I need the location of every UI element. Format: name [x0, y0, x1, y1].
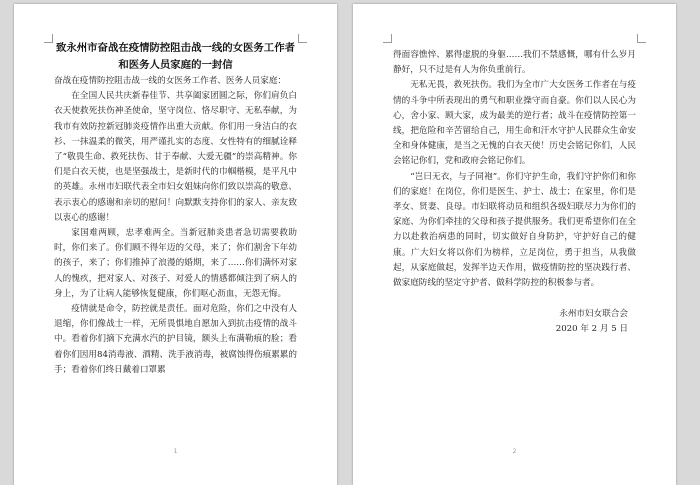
letter-title — [54, 40, 297, 74]
salutation: 奋战在疫情防控阻击战一线的女医务工作者、医务人员家庭： — [54, 76, 287, 86]
title-line-1: 致永州市奋战在疫情防控阻击战一线的女医务工作者 — [56, 42, 295, 54]
signature-date: 2020 年 2 月 5 日 — [555, 324, 628, 335]
paragraph: “岂曰无衣，与子同袍”。你们守护生命，我们守护你们和你们的家庭！在岗位，你们是医生、护士、战士；在家里，你们是孝女、贤妻、良母。市妇联将动员和组织各级妇联尽力为你们的家庭、为你们牵挂的父母和孩子提供服务。我们更希望你们在全力以赴救治病患的同时，切实做好自身防护，守护好自己的健康。广大妇女将以你们为榜样，立足岗位，勇于担当，从我做起，从家庭做起，发挥半边天作用，做疫情防控的坚决践行者、做家庭防线的坚定守护者、做科学防控的积极参与者。 — [393, 171, 636, 289]
document-page-1 — [14, 4, 337, 485]
paragraph: 得面容憔悴、累得虚脱的身躯……我们不禁感慨，哪有什么岁月静好，只不过是有人为你负重前行。 — [393, 50, 636, 76]
paragraph: 无私无畏，救死扶伤。我们为全市广大女医务工作者在与疫情的斗争中所表现出的勇气和职业操守而自豪。你们以人民心为心，舍小家、顾大家，成为最美的逆行者；战斗在疫情防控第一线，把危险和辛苦留给自己，用生命和汗水守护人民群众生命安全和身体健康，是当之无愧的白衣天使！历史会铭记你们，人民会铭记你们，党和政府会铭记你们。 — [393, 80, 636, 167]
document-page-2 — [353, 4, 676, 485]
margin-corner-mark — [44, 34, 53, 43]
paragraph: 在全国人民共庆新春佳节、共享阖家团圆之际，你们肩负白衣天使救死扶伤神圣使命，坚守岗位、恪尽职守、无私奉献，为我市有效防控新冠肺炎疫情作出重大贡献。你们用一身洁白的衣衫、一抹温柔的微笑，用严谨扎实的态度、女性特有的细腻诠释了“敬畏生命、救死扶伤、甘于奉献、大爱无疆”的崇高精神。你们是白衣天使，也是坚强战士，是新时代的巾帼楷模，是平凡中的英雄。永州市妇联代表全市妇女姐妹向你们致以崇高的敬意、表示衷心的感谢和亲切的慰问！向默默支持你们的家人、亲友致以衷心的感谢！ — [54, 91, 297, 223]
paragraph: 疫情就是命令，防控就是责任。面对危险，你们之中没有人退缩，你们像战士一样，无所畏惧地自愿加入到抗击疫情的战斗中。看着你们摘下充满水汽的护目镜，额头上布满勒痕的脸；看着你们因用84消毒液、酒精、洗手液消毒，被腐蚀得伤痕累累的手；看着你们终日戴着口罩累 — [54, 304, 297, 375]
margin-corner-mark — [383, 34, 392, 43]
page-body[interactable] — [393, 48, 636, 338]
margin-corner-mark — [637, 34, 646, 43]
signature-block — [393, 307, 636, 337]
signature-organization: 永州市妇女联合会 — [559, 309, 628, 320]
page-body[interactable] — [54, 40, 297, 378]
page-number: 1 — [173, 448, 178, 455]
margin-corner-mark — [298, 34, 307, 43]
title-line-2: 和医务人员家庭的一封信 — [118, 59, 233, 71]
paragraph: 家国难两顾，忠孝难两全。当新冠肺炎患者急切需要救助时，你们来了。你们顾不得年迈的父母，来了；你们割舍下年幼的孩子，来了；你们推掉了浪漫的婚期，来了……你们满怀对家人的愧疚，把对家人、对孩子、对爱人的情感都倾注到了病人的身上，为了让病人能够恢复健康，你们呕心沥血，无怨无悔。 — [54, 228, 297, 299]
page-number: 2 — [512, 448, 517, 455]
